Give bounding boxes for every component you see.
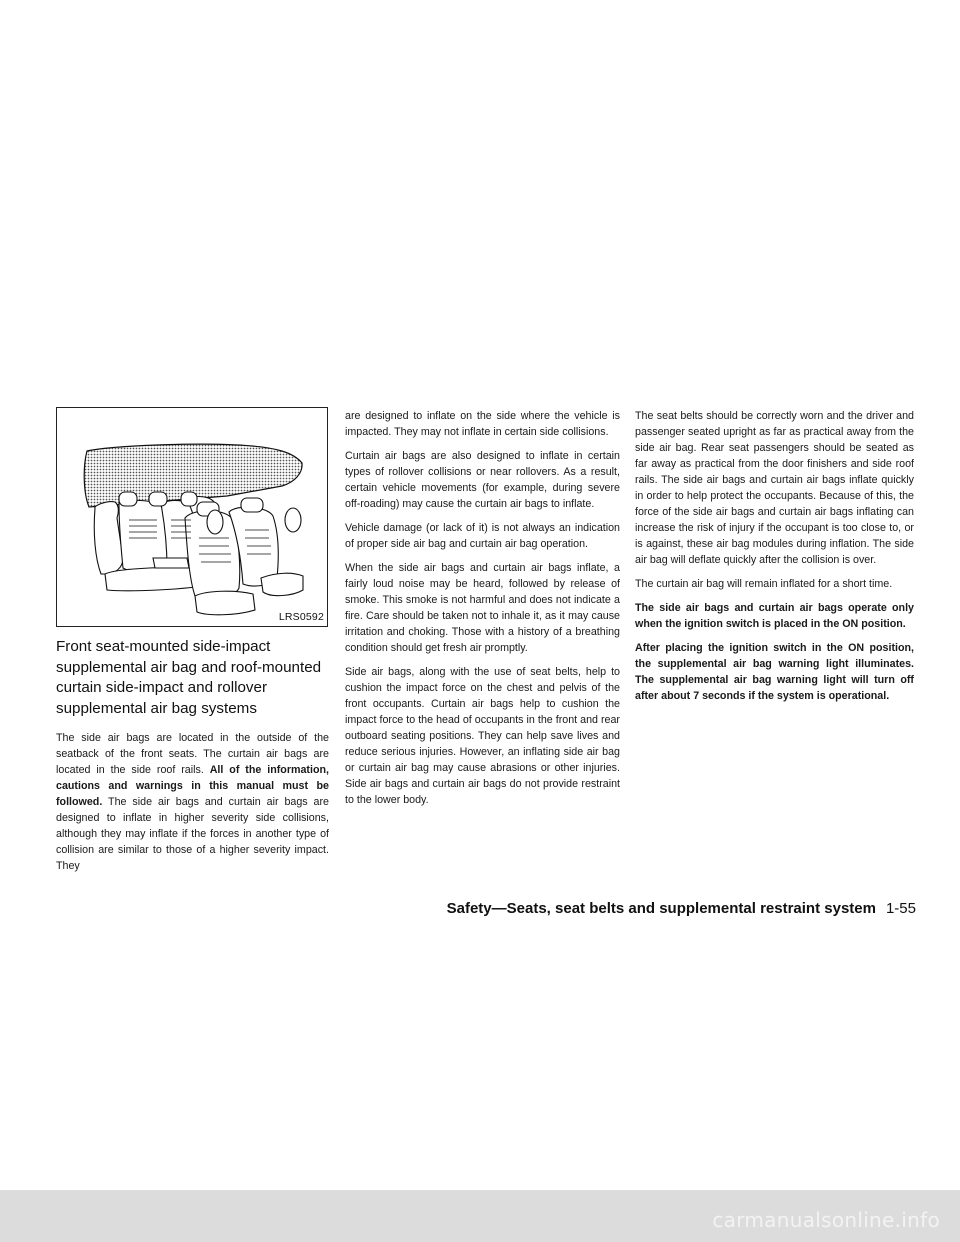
paragraph: The curtain air bag will remain inflated for a short time. <box>635 578 893 590</box>
intro-text-a: The side air bags are located in the outside of the seatback of the front seats. The curtain air bags are located in the side roof rails. <box>56 732 329 776</box>
paragraph: Curtain air bags are also designed to inflate in certain types of rollover collisions or near rollovers. As a result, certain vehicle movements (for example, during severe off-roading) may cause the curtain air bags to inflate. <box>345 450 620 510</box>
figure-code: LRS0592 <box>278 611 324 623</box>
paragraph: are designed to inflate on the side where the vehicle is impacted. They may not inflate in certain side collisions. <box>345 410 620 438</box>
seat-airbag-drawing <box>57 408 327 626</box>
footer-section-title: Safety—Seats, seat belts and supplemental restraint system <box>446 900 876 917</box>
intro-bold-warning: All of the information, cautions and warnings in this manual must be followed. <box>56 764 329 808</box>
paragraph: Vehicle damage (or lack of it) is not always an indication of proper side air bag and curtain air bag operation. <box>345 522 620 550</box>
column-1 <box>56 637 329 882</box>
column-2 <box>345 408 620 816</box>
airbag-illustration <box>56 407 328 627</box>
page-footer <box>380 900 916 917</box>
intro-text-b: The side air bags and curtain air bags are designed to inflate in higher severity side collisions, although they may inflate if the forces in another type of collision are similar to those of a higher severity impact. They <box>56 796 329 872</box>
page-number: 1-55 <box>885 900 916 917</box>
watermark-bar <box>0 1190 960 1242</box>
column-3 <box>635 408 914 712</box>
bold-notice: The side air bags and curtain air bags operate only when the ignition switch is placed in the ON position. <box>635 602 914 630</box>
paragraph: When the side air bags and curtain air bags inflate, a fairly loud noise may be heard, followed by release of smoke. This smoke is not harmful and does not indicate a fire. Care should be taken not to inhale it, as it may cause irritation and choking. Those with a history of a breathing condition should get fresh air promptly. <box>345 562 620 654</box>
paragraph: The seat belts should be correctly worn and the driver and passenger seated upright as far as practical away from the side air bag. Rear seat passengers should be seated as far away as practical from the door finishers and side roof rails. The side air bags and curtain air bags inflate quickly in order to help protect the occupants. Because of this, the force of the side air bags and curtain air bags inflating can increase the risk of injury if the occupant is too close to, or is against, these air bag modules during inflation. The side air bag will deflate quickly after the collision is over. <box>635 410 914 566</box>
section-heading: Front seat-mounted side-impact supplemental air bag and roof-mounted curtain side-impact and rollover supplemental air bag systems <box>56 638 322 717</box>
intro-paragraph <box>56 730 329 874</box>
paragraph: Side air bags, along with the use of seat belts, help to cushion the impact force on the chest and pelvis of the front occupants. Curtain air bags help to cushion the impact force to the head of occupants in the front and rear outboard seating positions. They can help save lives and reduce serious injuries. However, an inflating side air bag or curtain air bag may cause abrasions or other injuries. Side air bags and curtain air bags do not provide restraint to the lower body. <box>345 666 620 806</box>
watermark-text: carmanualsonline.info <box>712 1208 940 1232</box>
bold-notice: After placing the ignition switch in the ON position, the supplemental air bag warning light illuminates. The supplemental air bag warning light will turn off after about 7 seconds if the system is operational. <box>635 642 914 702</box>
